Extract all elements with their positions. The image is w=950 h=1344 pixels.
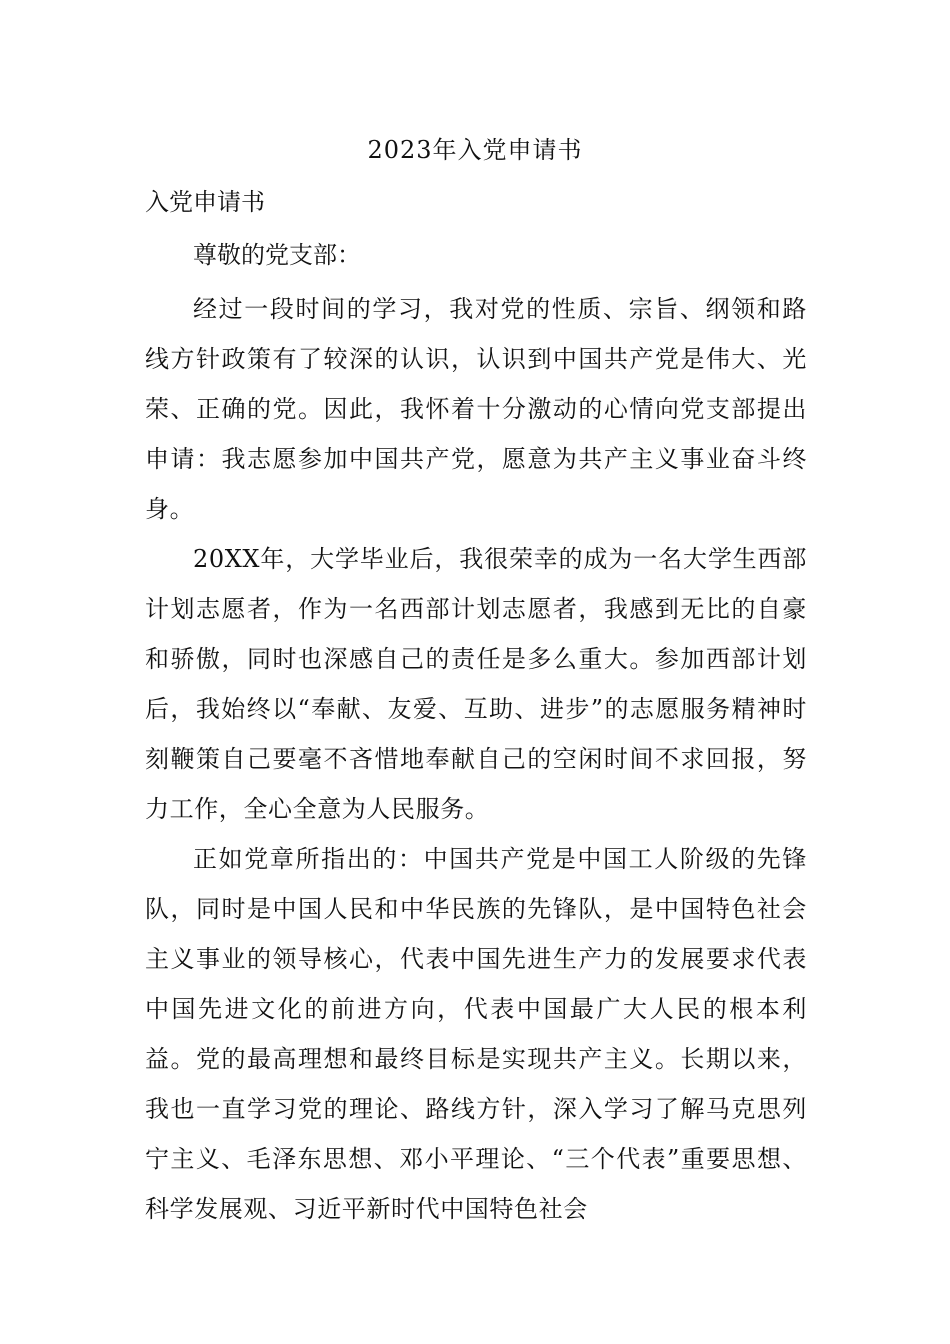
document-body <box>145 230 807 1234</box>
paragraph-2: 20XX年，大学毕业后，我很荣幸的成为一名大学生西部计划志愿者，作为一名西部计划志愿者，我感到无比的自豪和骄傲，同时也深感自己的责任是多么重大。参加西部计划后，我始终以“奉献、友爱、互助、进步”的志愿服务精神时刻鞭策自己要毫不吝惜地奉献自己的空闲时间不求回报，努力工作，全心全意为人民服务。 <box>145 545 807 823</box>
document-title: 2023年入党申请书 <box>367 136 583 164</box>
paragraph-1: 经过一段时间的学习，我对党的性质、宗旨、纲领和路线方针政策有了较深的认识，认识到中国共产党是伟大、光荣、正确的党。因此，我怀着十分激动的心情向党支部提出申请：我志愿参加中国共产党，愿意为共产主义事业奋斗终身。 <box>145 295 807 523</box>
salutation: 尊敬的党支部： <box>193 241 361 269</box>
document-heading: 入党申请书 <box>145 188 265 216</box>
paragraph-3: 正如党章所指出的：中国共产党是中国工人阶级的先锋队，同时是中国人民和中华民族的先锋队，是中国特色社会主义事业的领导核心，代表中国先进生产力的发展要求代表中国先进文化的前进方向，代表中国最广大人民的根本利益。党的最高理想和最终目标是实现共产主义。长期以来，我也一直学习党的理论、路线方针，深入学习了解马克思列宁主义、毛泽东思想、邓小平理论、“三个代表”重要思想、科学发展观、习近平新时代中国特色社会 <box>145 845 807 1223</box>
